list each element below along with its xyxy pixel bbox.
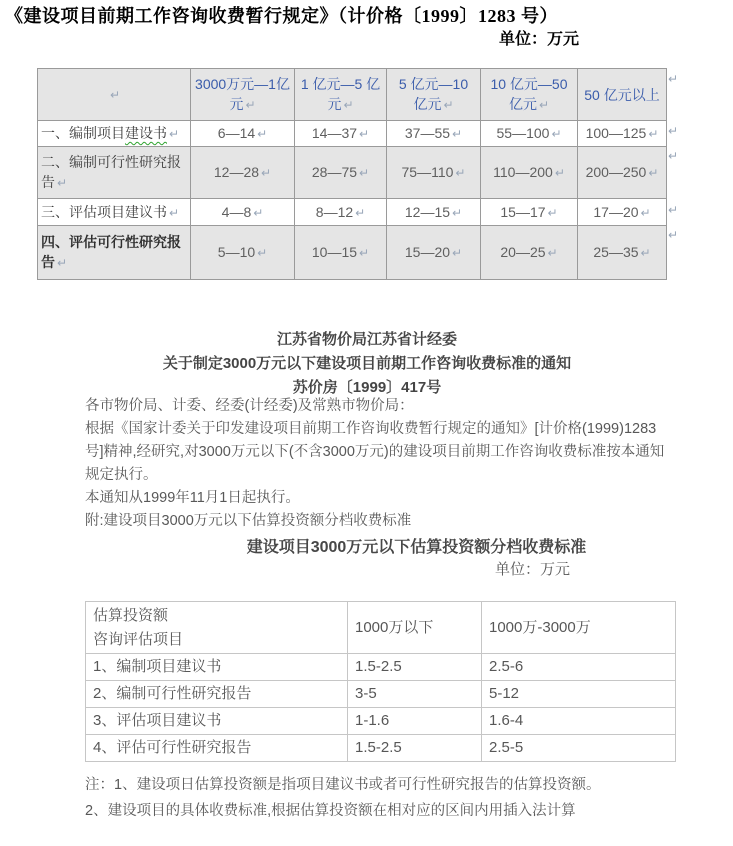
- table-row: [86, 708, 676, 735]
- corner-top-label: 估算投资额: [93, 606, 169, 624]
- notice-paragraph: 本通知从1999年11月1日起执行。: [85, 490, 300, 506]
- fee-cell: 12—15 ↵: [387, 199, 481, 226]
- paragraph-mark: ↵: [648, 127, 659, 141]
- table-row: [86, 735, 676, 762]
- fee-cell: 20—25 ↵: [481, 226, 578, 280]
- fee-cell: 5—10 ↵: [191, 226, 295, 280]
- column-header: 1 亿元—5 亿元 ↵: [295, 69, 387, 121]
- fee-cell: 4—8 ↵: [191, 199, 295, 226]
- attachment-table-title: 建设项目3000万元以下估算投资额分档收费标准: [246, 539, 587, 556]
- paragraph-mark: ↵: [668, 72, 679, 86]
- paragraph-mark: ↵: [169, 127, 180, 141]
- row-label: 四、评估可行性研究报告 ↵: [38, 226, 191, 280]
- table-row: [38, 121, 667, 147]
- paragraph-mark: ↵: [668, 203, 679, 217]
- fee-cell: 1.5-2.5: [348, 654, 482, 681]
- notice-subject-line: 关于制定3000万元以下建设项目前期工作咨询收费标准的通知: [162, 355, 572, 372]
- fee-cell: 110—200 ↵: [481, 147, 578, 199]
- paragraph-mark: ↵: [640, 205, 651, 220]
- fee-cell: 200—250 ↵: [578, 147, 667, 199]
- notice-paragraph: 根据《国家计委关于印发建设项目前期工作咨询收费暂行规定的通知》[计价格(1999)1283号]精神,经研究,对3000万元以下(不含3000万元)的建设项目前期工作咨询收费标准按本通知规定执行。: [85, 421, 665, 483]
- fee-cell: 17—20 ↵: [578, 199, 667, 226]
- paragraph-mark: ↵: [668, 228, 679, 242]
- column-header: 5 亿元—10 亿元 ↵: [387, 69, 481, 121]
- paragraph-mark: ↵: [668, 124, 679, 138]
- document-title: 《建设项目前期工作咨询收费暂行规定》（计价格〔1999〕1283 号）: [5, 6, 558, 26]
- paragraph-mark: ↵: [648, 166, 659, 180]
- column-header: 3000万元—1亿元 ↵: [191, 69, 295, 121]
- footnote-line: 注：1、建设项日估算投资额是指项目建议书或者可行性研究报告的估算投资额。: [85, 777, 601, 793]
- footnote-line: 2、建设项目的具体收费标准,根据估算投资额在相对应的区间内用插入法计算: [85, 803, 576, 819]
- paragraph-mark: ↵: [452, 205, 463, 220]
- notice-org-line: 江苏省物价局江苏省计经委: [276, 331, 457, 348]
- unit-label-attachment: 单位：万元: [495, 561, 571, 578]
- paragraph-mark: ↵: [257, 127, 268, 141]
- paragraph-mark: ↵: [443, 98, 454, 112]
- paragraph-mark: ↵: [551, 127, 562, 141]
- corner-cell: [38, 69, 191, 121]
- paragraph-mark: ↵: [547, 246, 558, 260]
- fee-cell: 15—17 ↵: [481, 199, 578, 226]
- spellcheck-underline-text: 建设书: [125, 125, 167, 141]
- fee-cell: 1.5-2.5: [348, 735, 482, 762]
- paragraph-mark: ↵: [57, 256, 68, 270]
- notice-heading-block: [20, 328, 714, 400]
- column-header: 50 亿元以上: [578, 69, 667, 121]
- fee-cell: 2.5-5: [482, 735, 676, 762]
- paragraph-mark: ↵: [359, 166, 370, 180]
- fee-range-table: [37, 68, 667, 280]
- fee-cell: 5-12: [482, 681, 676, 708]
- paragraph-mark: ↵: [455, 166, 466, 180]
- paragraph-mark: ↵: [169, 205, 180, 220]
- fee-cell: 25—35 ↵: [578, 226, 667, 280]
- column-header: 1000万以下: [348, 602, 482, 654]
- paragraph-mark: ↵: [452, 246, 463, 260]
- paragraph-mark: ↵: [343, 98, 354, 112]
- row-label: 一、编制项目建设书 ↵: [38, 121, 191, 147]
- footnotes: [85, 772, 733, 824]
- paragraph-mark: ↵: [554, 166, 565, 180]
- row-label: 4、评估可行性研究报告: [86, 735, 348, 762]
- paragraph-mark: ↵: [253, 205, 264, 220]
- table-row: [38, 226, 667, 280]
- notice-body: [85, 395, 665, 533]
- paragraph-mark: ↵: [57, 176, 68, 190]
- row-label: 二、编制可行性研究报告 ↵: [38, 147, 191, 199]
- fee-cell: 1.6-4: [482, 708, 676, 735]
- fee-cell: 10—15 ↵: [295, 226, 387, 280]
- table-row: [38, 199, 667, 226]
- row-label: 1、编制项目建议书: [86, 654, 348, 681]
- row-label: 2、编制可行性研究报告: [86, 681, 348, 708]
- fee-cell: 1-1.6: [348, 708, 482, 735]
- table-header-row: [86, 602, 676, 654]
- fee-cell: 6—14 ↵: [191, 121, 295, 147]
- table-row: [38, 147, 667, 199]
- table-header-row: [38, 69, 667, 121]
- paragraph-mark: ↵: [109, 88, 121, 102]
- paragraph-mark: ↵: [640, 246, 651, 260]
- paragraph-mark: ↵: [359, 246, 370, 260]
- paragraph-mark: ↵: [547, 205, 558, 220]
- column-header: 10 亿元—50 亿元 ↵: [481, 69, 578, 121]
- fee-cell: 8—12 ↵: [295, 199, 387, 226]
- table-row: [86, 654, 676, 681]
- paragraph-mark: ↵: [245, 98, 256, 112]
- fee-cell: 15—20 ↵: [387, 226, 481, 280]
- corner-bottom-label: 咨询评估项目: [93, 630, 184, 648]
- paragraph-mark: ↵: [359, 127, 370, 141]
- paragraph-mark: ↵: [668, 149, 679, 163]
- fee-cell: 37—55 ↵: [387, 121, 481, 147]
- fee-cell: 100—125 ↵: [578, 121, 667, 147]
- fee-cell: 12—28 ↵: [191, 147, 295, 199]
- paragraph-mark: ↵: [355, 205, 366, 220]
- attachment-fee-table: [85, 601, 676, 762]
- unit-label-top: 单位：万元: [499, 31, 580, 48]
- row-label: 3、评估项目建议书: [86, 708, 348, 735]
- column-header: 1000万-3000万: [482, 602, 676, 654]
- paragraph-mark: ↵: [261, 166, 272, 180]
- fee-cell: 14—37 ↵: [295, 121, 387, 147]
- row-label: 三、评估项目建议书 ↵: [38, 199, 191, 226]
- notice-paragraph: 附:建设项目3000万元以下估算投资额分档收费标准: [85, 513, 412, 529]
- fee-cell: 3-5: [348, 681, 482, 708]
- fee-cell: 2.5-6: [482, 654, 676, 681]
- paragraph-mark: ↵: [538, 98, 550, 112]
- fee-cell: 28—75 ↵: [295, 147, 387, 199]
- notice-doc-number: 苏价房〔1999〕417号: [292, 379, 442, 396]
- paragraph-mark: ↵: [257, 246, 268, 260]
- fee-cell: 75—110 ↵: [387, 147, 481, 199]
- paragraph-mark: ↵: [452, 127, 463, 141]
- notice-paragraph: 各市物价局、计委、经委(计经委)及常熟市物价局：: [85, 398, 414, 414]
- table-row: [86, 681, 676, 708]
- corner-cell: [86, 602, 348, 654]
- fee-cell: 55—100 ↵: [481, 121, 578, 147]
